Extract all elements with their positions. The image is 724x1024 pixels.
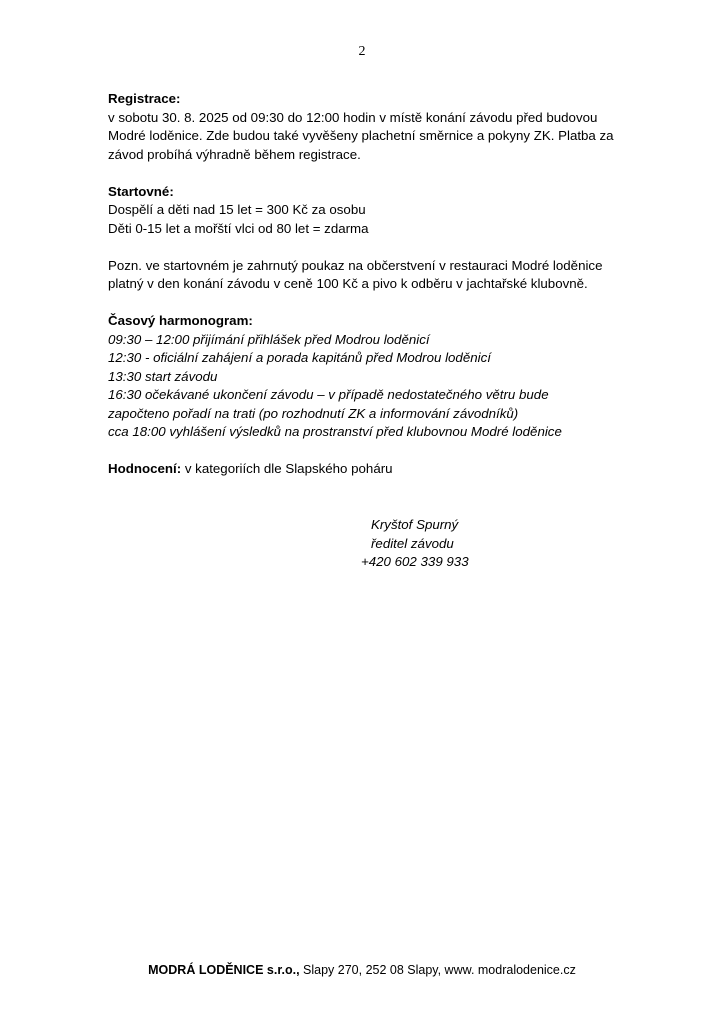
signature-name: Kryštof Spurný	[371, 517, 459, 532]
section-registrace	[108, 90, 648, 164]
page-footer	[0, 963, 724, 977]
footer-company: MODRÁ LODĚNICE s.r.o.,	[148, 963, 300, 977]
pozn-line: Pozn. ve startovném je zahrnutý poukaz na občerstvení v restauraci Modré loděnice	[108, 257, 603, 273]
section-startovne	[108, 183, 648, 239]
schedule-item: 16:30 očekávané ukončení závodu – v případě nedostatečného větru bude	[108, 387, 549, 402]
pozn-line: platný v den konání závodu v ceně 100 Kč a pivo k odběru v jachtařské klubovně.	[108, 276, 588, 291]
hodnoceni-line	[108, 460, 648, 479]
schedule-item: 09:30 – 12:00 přijímání přihlášek před Modrou loděnicí	[108, 331, 430, 347]
schedule-item: cca 18:00 vyhlášení výsledků na prostranství před klubovnou Modré loděnice	[108, 424, 562, 439]
signature-block	[361, 516, 469, 572]
footer-address: Slapy 270, 252 08 Slapy, www. modralodenice.cz	[299, 963, 576, 977]
registrace-line: závod probíhá výhradně během registrace.	[108, 146, 361, 162]
registrace-line: v sobotu 30. 8. 2025 od 09:30 do 12:00 hodin v místě konání závodu před budovou	[108, 109, 598, 125]
startovne-line: Dospělí a děti nad 15 let = 300 Kč za osobu	[108, 202, 366, 217]
section-hodnoceni	[108, 460, 648, 479]
hodnoceni-text: v kategoriích dle Slapského poháru	[181, 461, 393, 476]
section-harmonogram	[108, 312, 648, 442]
heading-startovne: Startovné:	[108, 183, 174, 199]
registrace-line: Modré loděnice. Zde budou také vyvěšeny plachetní směrnice a pokyny ZK. Platba za	[108, 128, 614, 143]
section-pozn	[108, 257, 648, 294]
schedule-item: 12:30 - oficiální zahájení a porada kapitánů před Modrou loděnicí	[108, 350, 491, 365]
page-number: 2	[358, 44, 366, 59]
document-body	[108, 90, 648, 497]
heading-harmonogram: Časový harmonogram:	[108, 313, 253, 328]
signature-phone: +420 602 339 933	[361, 554, 469, 569]
signature-role: ředitel závodu	[371, 535, 454, 551]
heading-registrace: Registrace:	[108, 91, 181, 106]
schedule-item: 13:30 start závodu	[108, 368, 218, 384]
schedule-item: započteno pořadí na trati (po rozhodnutí ZK a informování závodníků)	[108, 405, 519, 421]
hodnoceni-label: Hodnocení:	[108, 461, 182, 476]
startovne-line: Děti 0-15 let a mořští vlci od 80 let = zdarma	[108, 220, 369, 236]
